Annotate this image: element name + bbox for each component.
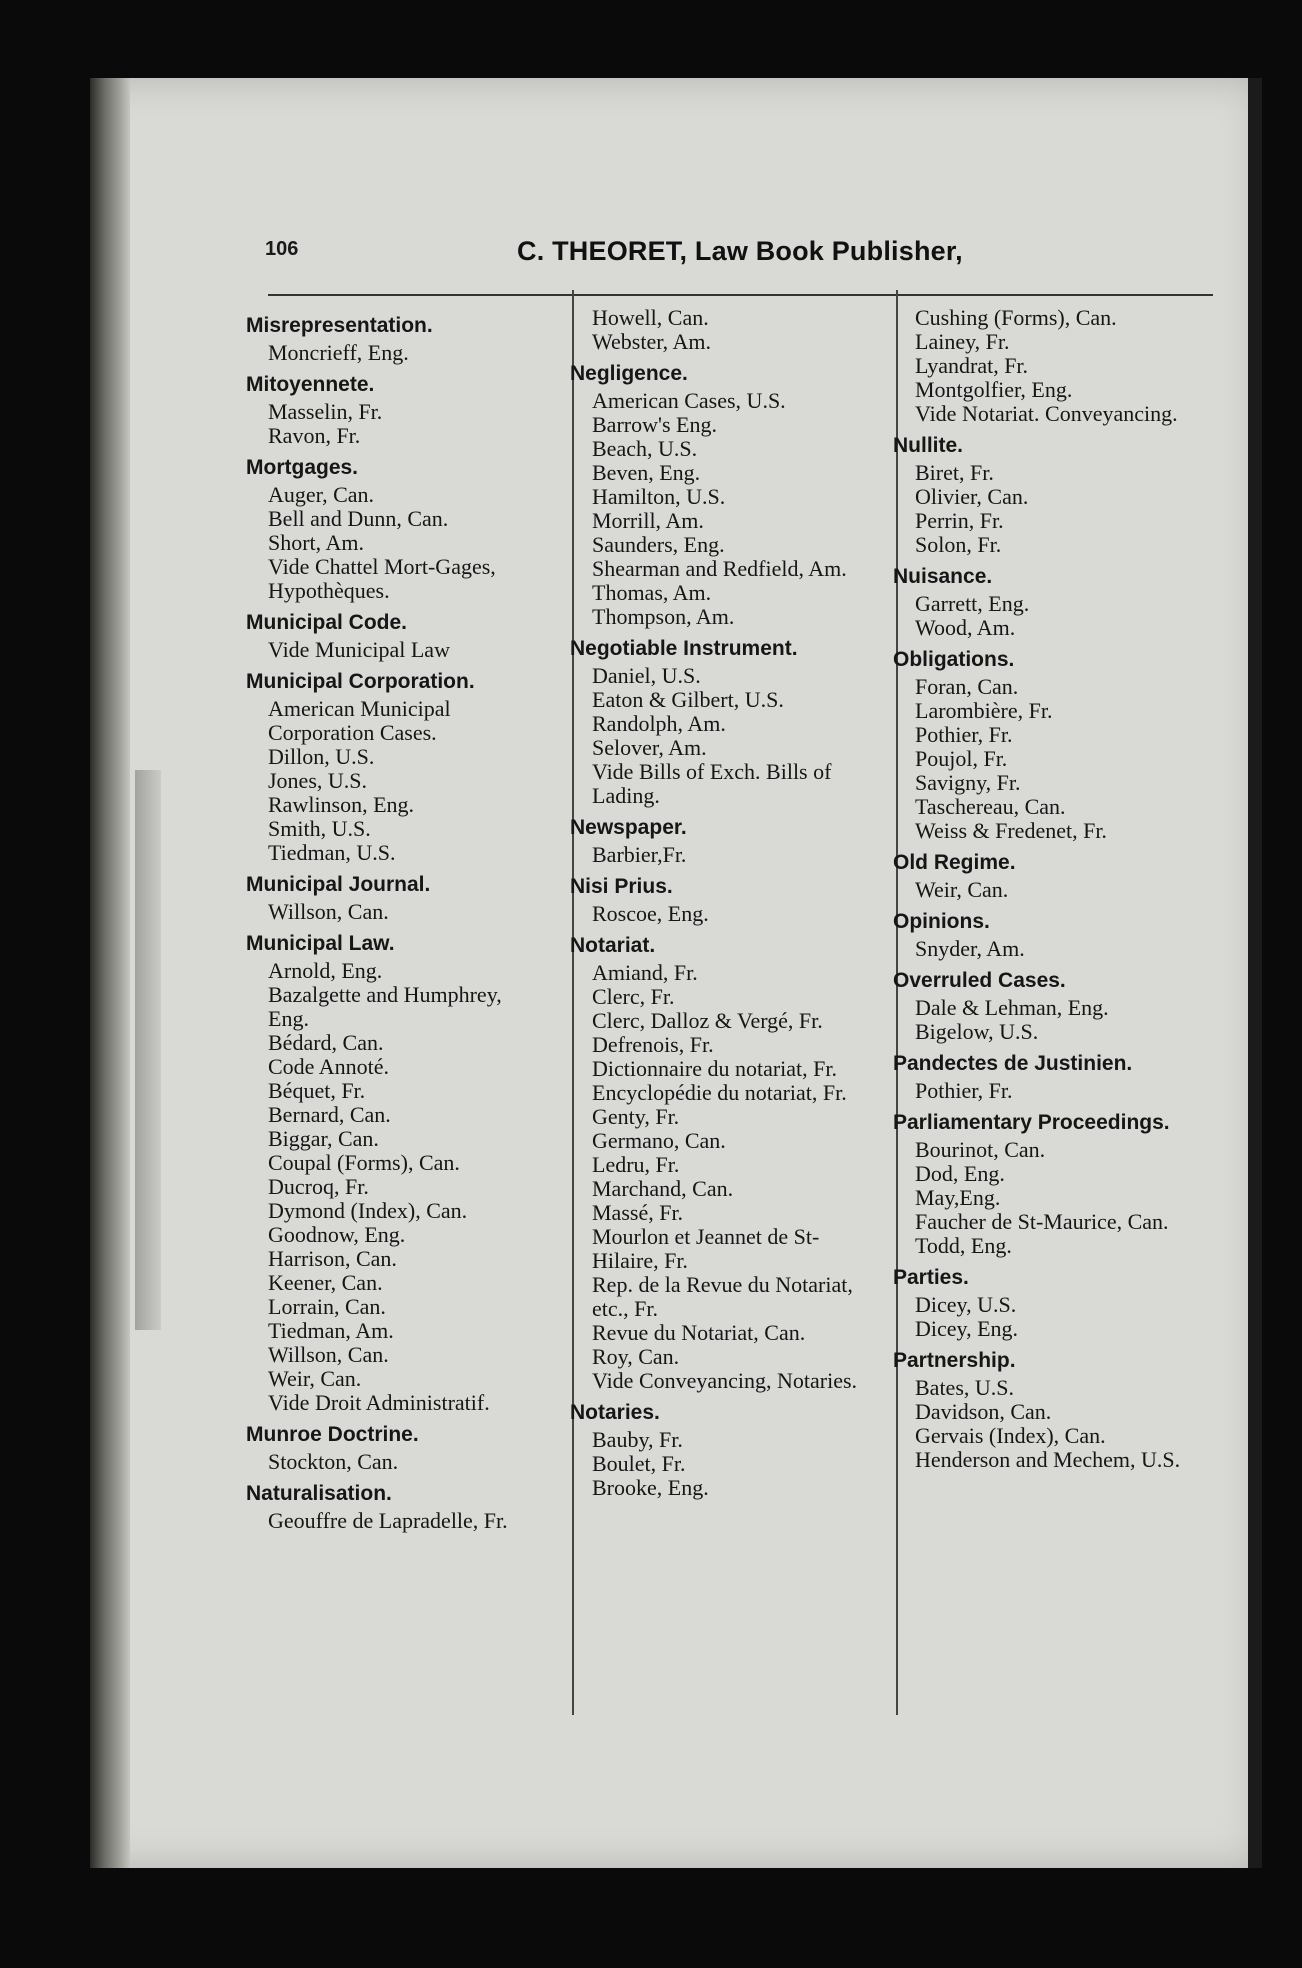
index-citation: Bauby, Fr. bbox=[592, 1427, 683, 1452]
page-edge bbox=[1248, 78, 1262, 1868]
index-citation: Savigny, Fr. bbox=[915, 770, 1021, 795]
index-heading: Municipal Law. bbox=[246, 932, 395, 955]
index-citation: Snyder, Am. bbox=[915, 936, 1025, 961]
index-citation: Vide Bills of Exch. Bills of Lading. bbox=[592, 759, 832, 808]
index-citation: Tiedman, Am. bbox=[268, 1318, 394, 1343]
index-citation: American Cases, U.S. bbox=[592, 388, 786, 413]
index-heading: Nuisance. bbox=[893, 565, 993, 588]
index-citation: Davidson, Can. bbox=[915, 1399, 1052, 1424]
index-heading: Naturalisation. bbox=[246, 1482, 392, 1505]
index-citation: Bell and Dunn, Can. bbox=[268, 506, 449, 531]
index-heading: Obligations. bbox=[893, 648, 1015, 671]
index-citation: Encyclopédie du notariat, Fr. bbox=[592, 1080, 847, 1105]
index-citation: Montgolfier, Eng. bbox=[915, 377, 1073, 402]
index-citation: Bazalgette and Humphrey, Eng. bbox=[268, 982, 502, 1031]
index-citation: Saunders, Eng. bbox=[592, 532, 725, 557]
index-citation: Amiand, Fr. bbox=[592, 960, 698, 985]
index-citation: Thomas, Am. bbox=[592, 580, 712, 605]
index-citation: Goodnow, Eng. bbox=[268, 1222, 406, 1247]
index-citation: Garrett, Eng. bbox=[915, 591, 1030, 616]
index-citation: Gervais (Index), Can. bbox=[915, 1423, 1106, 1448]
index-citation: Todd, Eng. bbox=[915, 1233, 1012, 1258]
index-citation: Jones, U.S. bbox=[268, 768, 368, 793]
index-citation: Keener, Can. bbox=[268, 1270, 383, 1295]
index-citation: Harrison, Can. bbox=[268, 1246, 397, 1271]
index-citation: Geouffre de Lapradelle, Fr. bbox=[268, 1508, 508, 1533]
index-citation: Masselin, Fr. bbox=[268, 399, 383, 424]
index-citation: Brooke, Eng. bbox=[592, 1475, 709, 1500]
index-citation: Beven, Eng. bbox=[592, 460, 701, 485]
index-citation: Barbier,Fr. bbox=[592, 842, 687, 867]
binding-stamp-smudge bbox=[135, 770, 161, 1330]
index-heading: Opinions. bbox=[893, 910, 990, 933]
index-heading: Notaries. bbox=[570, 1401, 660, 1424]
index-citation: Vide Droit Administratif. bbox=[268, 1390, 490, 1415]
page-header bbox=[265, 232, 1225, 276]
index-heading: Newspaper. bbox=[570, 816, 687, 839]
index-citation: Thompson, Am. bbox=[592, 604, 735, 629]
index-citation: Howell, Can. bbox=[592, 305, 709, 330]
index-citation: Biggar, Can. bbox=[268, 1126, 379, 1151]
index-citation: Massé, Fr. bbox=[592, 1200, 684, 1225]
index-citation: Vide Chattel Mort-Gages, Hypothèques. bbox=[268, 554, 496, 603]
index-citation: Solon, Fr. bbox=[915, 532, 1002, 557]
index-citation: Poujol, Fr. bbox=[915, 746, 1008, 771]
index-citation: Coupal (Forms), Can. bbox=[268, 1150, 460, 1175]
index-citation: American Municipal Corporation Cases. bbox=[268, 696, 451, 745]
index-citation: Moncrieff, Eng. bbox=[268, 340, 409, 365]
index-heading: Pandectes de Justinien. bbox=[893, 1052, 1133, 1075]
index-citation: Shearman and Redfield, Am. bbox=[592, 556, 847, 581]
index-heading: Parliamentary Proceedings. bbox=[893, 1111, 1170, 1134]
index-citation: Dictionnaire du notariat, Fr. bbox=[592, 1056, 837, 1081]
index-citation: Vide Municipal Law bbox=[268, 637, 450, 662]
index-citation: Barrow's Eng. bbox=[592, 412, 717, 437]
index-citation: Weiss & Fredenet, Fr. bbox=[915, 818, 1107, 843]
index-citation: Bédard, Can. bbox=[268, 1030, 384, 1055]
index-citation: Dale & Lehman, Eng. bbox=[915, 995, 1109, 1020]
index-citation: Clerc, Dalloz & Vergé, Fr. bbox=[592, 1008, 823, 1033]
index-citation: Weir, Can. bbox=[268, 1366, 362, 1391]
index-citation: Foran, Can. bbox=[915, 674, 1019, 699]
index-heading: Misrepresentation. bbox=[246, 314, 433, 337]
index-citation: Morrill, Am. bbox=[592, 508, 704, 533]
index-citation: Bigelow, U.S. bbox=[915, 1019, 1039, 1044]
index-citation: Rep. de la Revue du Notariat, etc., Fr. bbox=[592, 1272, 853, 1321]
index-citation: Selover, Am. bbox=[592, 735, 707, 760]
index-citation: Auger, Can. bbox=[268, 482, 375, 507]
index-citation: Revue du Notariat, Can. bbox=[592, 1320, 806, 1345]
index-citation: Biret, Fr. bbox=[915, 460, 994, 485]
index-column-2 bbox=[570, 306, 870, 1500]
index-citation: Germano, Can. bbox=[592, 1128, 726, 1153]
index-citation: Pothier, Fr. bbox=[915, 722, 1013, 747]
index-citation: Cushing (Forms), Can. bbox=[915, 305, 1117, 330]
index-citation: Marchand, Can. bbox=[592, 1176, 734, 1201]
index-citation: Stockton, Can. bbox=[268, 1449, 399, 1474]
index-heading: Partnership. bbox=[893, 1349, 1016, 1372]
index-citation: Bernard, Can. bbox=[268, 1102, 391, 1127]
index-citation: Dymond (Index), Can. bbox=[268, 1198, 468, 1223]
index-citation: Faucher de St-Maurice, Can. bbox=[915, 1209, 1169, 1234]
book-binding bbox=[90, 78, 130, 1868]
index-citation: Vide Notariat. Conveyancing. bbox=[915, 401, 1178, 426]
index-citation: Henderson and Mechem, U.S. bbox=[915, 1447, 1181, 1472]
index-citation: Roy, Can. bbox=[592, 1344, 680, 1369]
index-citation: Dillon, U.S. bbox=[268, 744, 375, 769]
index-citation: Clerc, Fr. bbox=[592, 984, 675, 1009]
index-citation: Arnold, Eng. bbox=[268, 958, 383, 983]
index-citation: Dod, Eng. bbox=[915, 1161, 1005, 1186]
index-citation: Bates, U.S. bbox=[915, 1375, 1014, 1400]
index-column-1 bbox=[246, 306, 546, 1533]
index-citation: Mourlon et Jeannet de St-Hilaire, Fr. bbox=[592, 1224, 820, 1273]
index-citation: Smith, U.S. bbox=[268, 816, 371, 841]
index-heading: Munroe Doctrine. bbox=[246, 1423, 419, 1446]
index-citation: Boulet, Fr. bbox=[592, 1451, 686, 1476]
index-citation: Genty, Fr. bbox=[592, 1104, 680, 1129]
index-heading: Parties. bbox=[893, 1266, 969, 1289]
index-citation: Pothier, Fr. bbox=[915, 1078, 1013, 1103]
index-heading: Negotiable Instrument. bbox=[570, 637, 798, 660]
index-citation: Willson, Can. bbox=[268, 899, 389, 924]
index-citation: Eaton & Gilbert, U.S. bbox=[592, 687, 784, 712]
index-citation: Bourinot, Can. bbox=[915, 1137, 1046, 1162]
index-citation: Olivier, Can. bbox=[915, 484, 1029, 509]
index-citation: Perrin, Fr. bbox=[915, 508, 1004, 533]
index-heading: Mortgages. bbox=[246, 456, 359, 479]
index-citation: Randolph, Am. bbox=[592, 711, 726, 736]
index-citation: Tiedman, U.S. bbox=[268, 840, 396, 865]
index-citation: Short, Am. bbox=[268, 530, 364, 555]
index-citation: Ravon, Fr. bbox=[268, 423, 361, 448]
index-citation: Rawlinson, Eng. bbox=[268, 792, 415, 817]
index-column-3 bbox=[893, 306, 1193, 1472]
index-citation: Ledru, Fr. bbox=[592, 1152, 680, 1177]
page-number: 106 bbox=[265, 238, 299, 260]
index-heading: Nisi Prius. bbox=[570, 875, 673, 898]
index-citation: Daniel, U.S. bbox=[592, 663, 701, 688]
index-citation: Defrenois, Fr. bbox=[592, 1032, 714, 1057]
index-heading: Mitoyennete. bbox=[246, 373, 375, 396]
index-heading: Nullite. bbox=[893, 434, 964, 457]
index-heading: Old Regime. bbox=[893, 851, 1016, 874]
index-citation: Beach, U.S. bbox=[592, 436, 698, 461]
index-citation: Wood, Am. bbox=[915, 615, 1016, 640]
index-citation: Dicey, Eng. bbox=[915, 1316, 1019, 1341]
running-title: C. THEORET, Law Book Publisher, bbox=[517, 236, 963, 266]
index-heading: Notariat. bbox=[570, 934, 656, 957]
index-citation: Béquet, Fr. bbox=[268, 1078, 366, 1103]
index-citation: Vide Conveyancing, Notaries. bbox=[592, 1368, 858, 1393]
index-citation: Willson, Can. bbox=[268, 1342, 389, 1367]
index-citation: May,Eng. bbox=[915, 1185, 1001, 1210]
index-citation: Lyandrat, Fr. bbox=[915, 353, 1029, 378]
index-citation: Lainey, Fr. bbox=[915, 329, 1010, 354]
index-citation: Taschereau, Can. bbox=[915, 794, 1066, 819]
index-citation: Weir, Can. bbox=[915, 877, 1009, 902]
index-heading: Overruled Cases. bbox=[893, 969, 1066, 992]
index-citation: Ducroq, Fr. bbox=[268, 1174, 369, 1199]
index-citation: Larombière, Fr. bbox=[915, 698, 1053, 723]
index-citation: Dicey, U.S. bbox=[915, 1292, 1017, 1317]
index-heading: Negligence. bbox=[570, 362, 688, 385]
index-citation: Hamilton, U.S. bbox=[592, 484, 726, 509]
header-rule bbox=[268, 294, 1213, 296]
index-heading: Municipal Code. bbox=[246, 611, 408, 634]
index-citation: Lorrain, Can. bbox=[268, 1294, 386, 1319]
index-citation: Webster, Am. bbox=[592, 329, 711, 354]
index-heading: Municipal Journal. bbox=[246, 873, 431, 896]
index-citation: Roscoe, Eng. bbox=[592, 901, 709, 926]
index-heading: Municipal Corporation. bbox=[246, 670, 475, 693]
index-citation: Code Annoté. bbox=[268, 1054, 389, 1079]
